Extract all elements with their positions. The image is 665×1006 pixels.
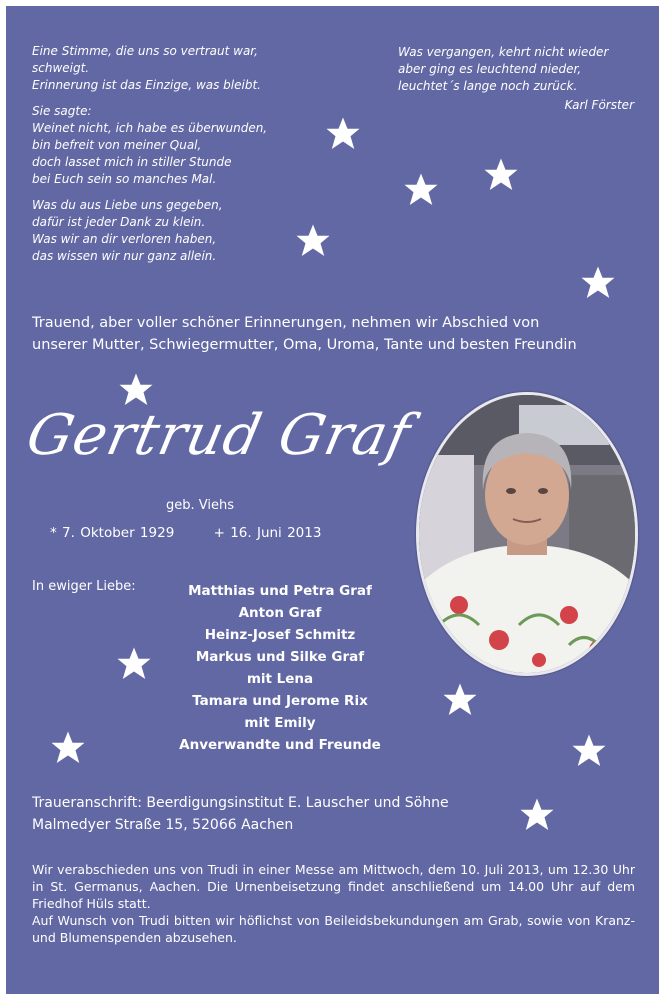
mourner-entry: Tamara und Jerome Rix — [192, 693, 368, 709]
birth-name: geb. Viehs — [166, 498, 234, 513]
star-icon — [519, 797, 555, 833]
star-icon — [50, 730, 86, 766]
star-icon — [403, 172, 439, 208]
intro-text: Trauend, aber voller schöner Erinnerungen, nehmen wir Abschied von unserer Mutter, Schwiegermutter, Oma, Uroma, Tante und besten Freundin — [32, 315, 577, 353]
obituary-card — [6, 6, 659, 994]
notice-paragraph-service: Wir verabschieden uns von Trudi in einer Messe am Mittwoch, dem 10. Juli 2013, um 12.30 Uhr in St. Germanus, Aachen. Die Urnenbeisetzung findet anschließend um 14.00 Uhr auf dem Friedhof Hüls statt. — [32, 862, 635, 911]
notice-paragraph-request: Auf Wunsch von Trudi bitten wir höflichst von Beileidsbekundungen am Grab, sowie von Kranz- und Blumenspenden abzusehen. — [32, 913, 635, 945]
portrait-photo — [416, 392, 638, 676]
star-icon — [580, 265, 616, 301]
portrait-illustration — [419, 395, 635, 673]
mourner-entry: Heinz-Josef Schmitz — [204, 627, 356, 643]
poem-left-stanza-2: Sie sagte: Weinet nicht, ich habe es überwunden, bin befreit von meiner Qual, doch lasset mich in stiller Stunde bei Euch sein so manches Mal. — [32, 104, 268, 186]
mourner-entry: Anverwandte und Freunde — [179, 737, 381, 753]
mourner-entry: Markus und Silke Graf — [195, 649, 365, 665]
mourner-entry: mit Emily — [244, 715, 316, 731]
life-dates — [50, 525, 355, 541]
star-icon — [118, 372, 154, 408]
star-icon — [571, 733, 607, 769]
mourners-label: In ewiger Liebe: — [32, 579, 136, 594]
mourning-address: Traueranschrift: Beerdigungsinstitut E. Lauscher und Söhne Malmedyer Straße 15, 52066 Aachen — [32, 795, 449, 833]
poem-left — [32, 43, 332, 274]
star-icon — [116, 646, 152, 682]
poem-left-stanza-3: Was du aus Liebe uns gegeben, dafür ist jeder Dank zu klein. Was wir an dir verloren haben, das wissen wir nur ganz allein. — [32, 198, 223, 263]
star-icon — [325, 116, 361, 152]
deceased-name: Gertrud Graf — [21, 403, 417, 468]
mourner-entry: Anton Graf — [238, 605, 322, 621]
birth-date: * 7. Oktober 1929 — [50, 525, 175, 541]
death-date: + 16. Juni 2013 — [213, 525, 322, 541]
star-icon — [483, 157, 519, 193]
poem-left-stanza-1: Eine Stimme, die uns so vertraut war, schweigt. Erinnerung ist das Einzige, was bleibt. — [32, 44, 261, 92]
service-notice — [32, 861, 635, 946]
poem-author: Karl Förster — [564, 98, 634, 112]
mourner-entry: Matthias und Petra Graf — [188, 583, 372, 599]
mourner-entry: mit Lena — [246, 671, 314, 687]
star-icon — [442, 682, 478, 718]
star-icon — [295, 223, 331, 259]
mourners-list — [166, 580, 394, 756]
poem-right: Was vergangen, kehrt nicht wieder aber ging es leuchtend nieder, leuchtet´s lange noch zurück. Karl Förster — [398, 45, 634, 112]
